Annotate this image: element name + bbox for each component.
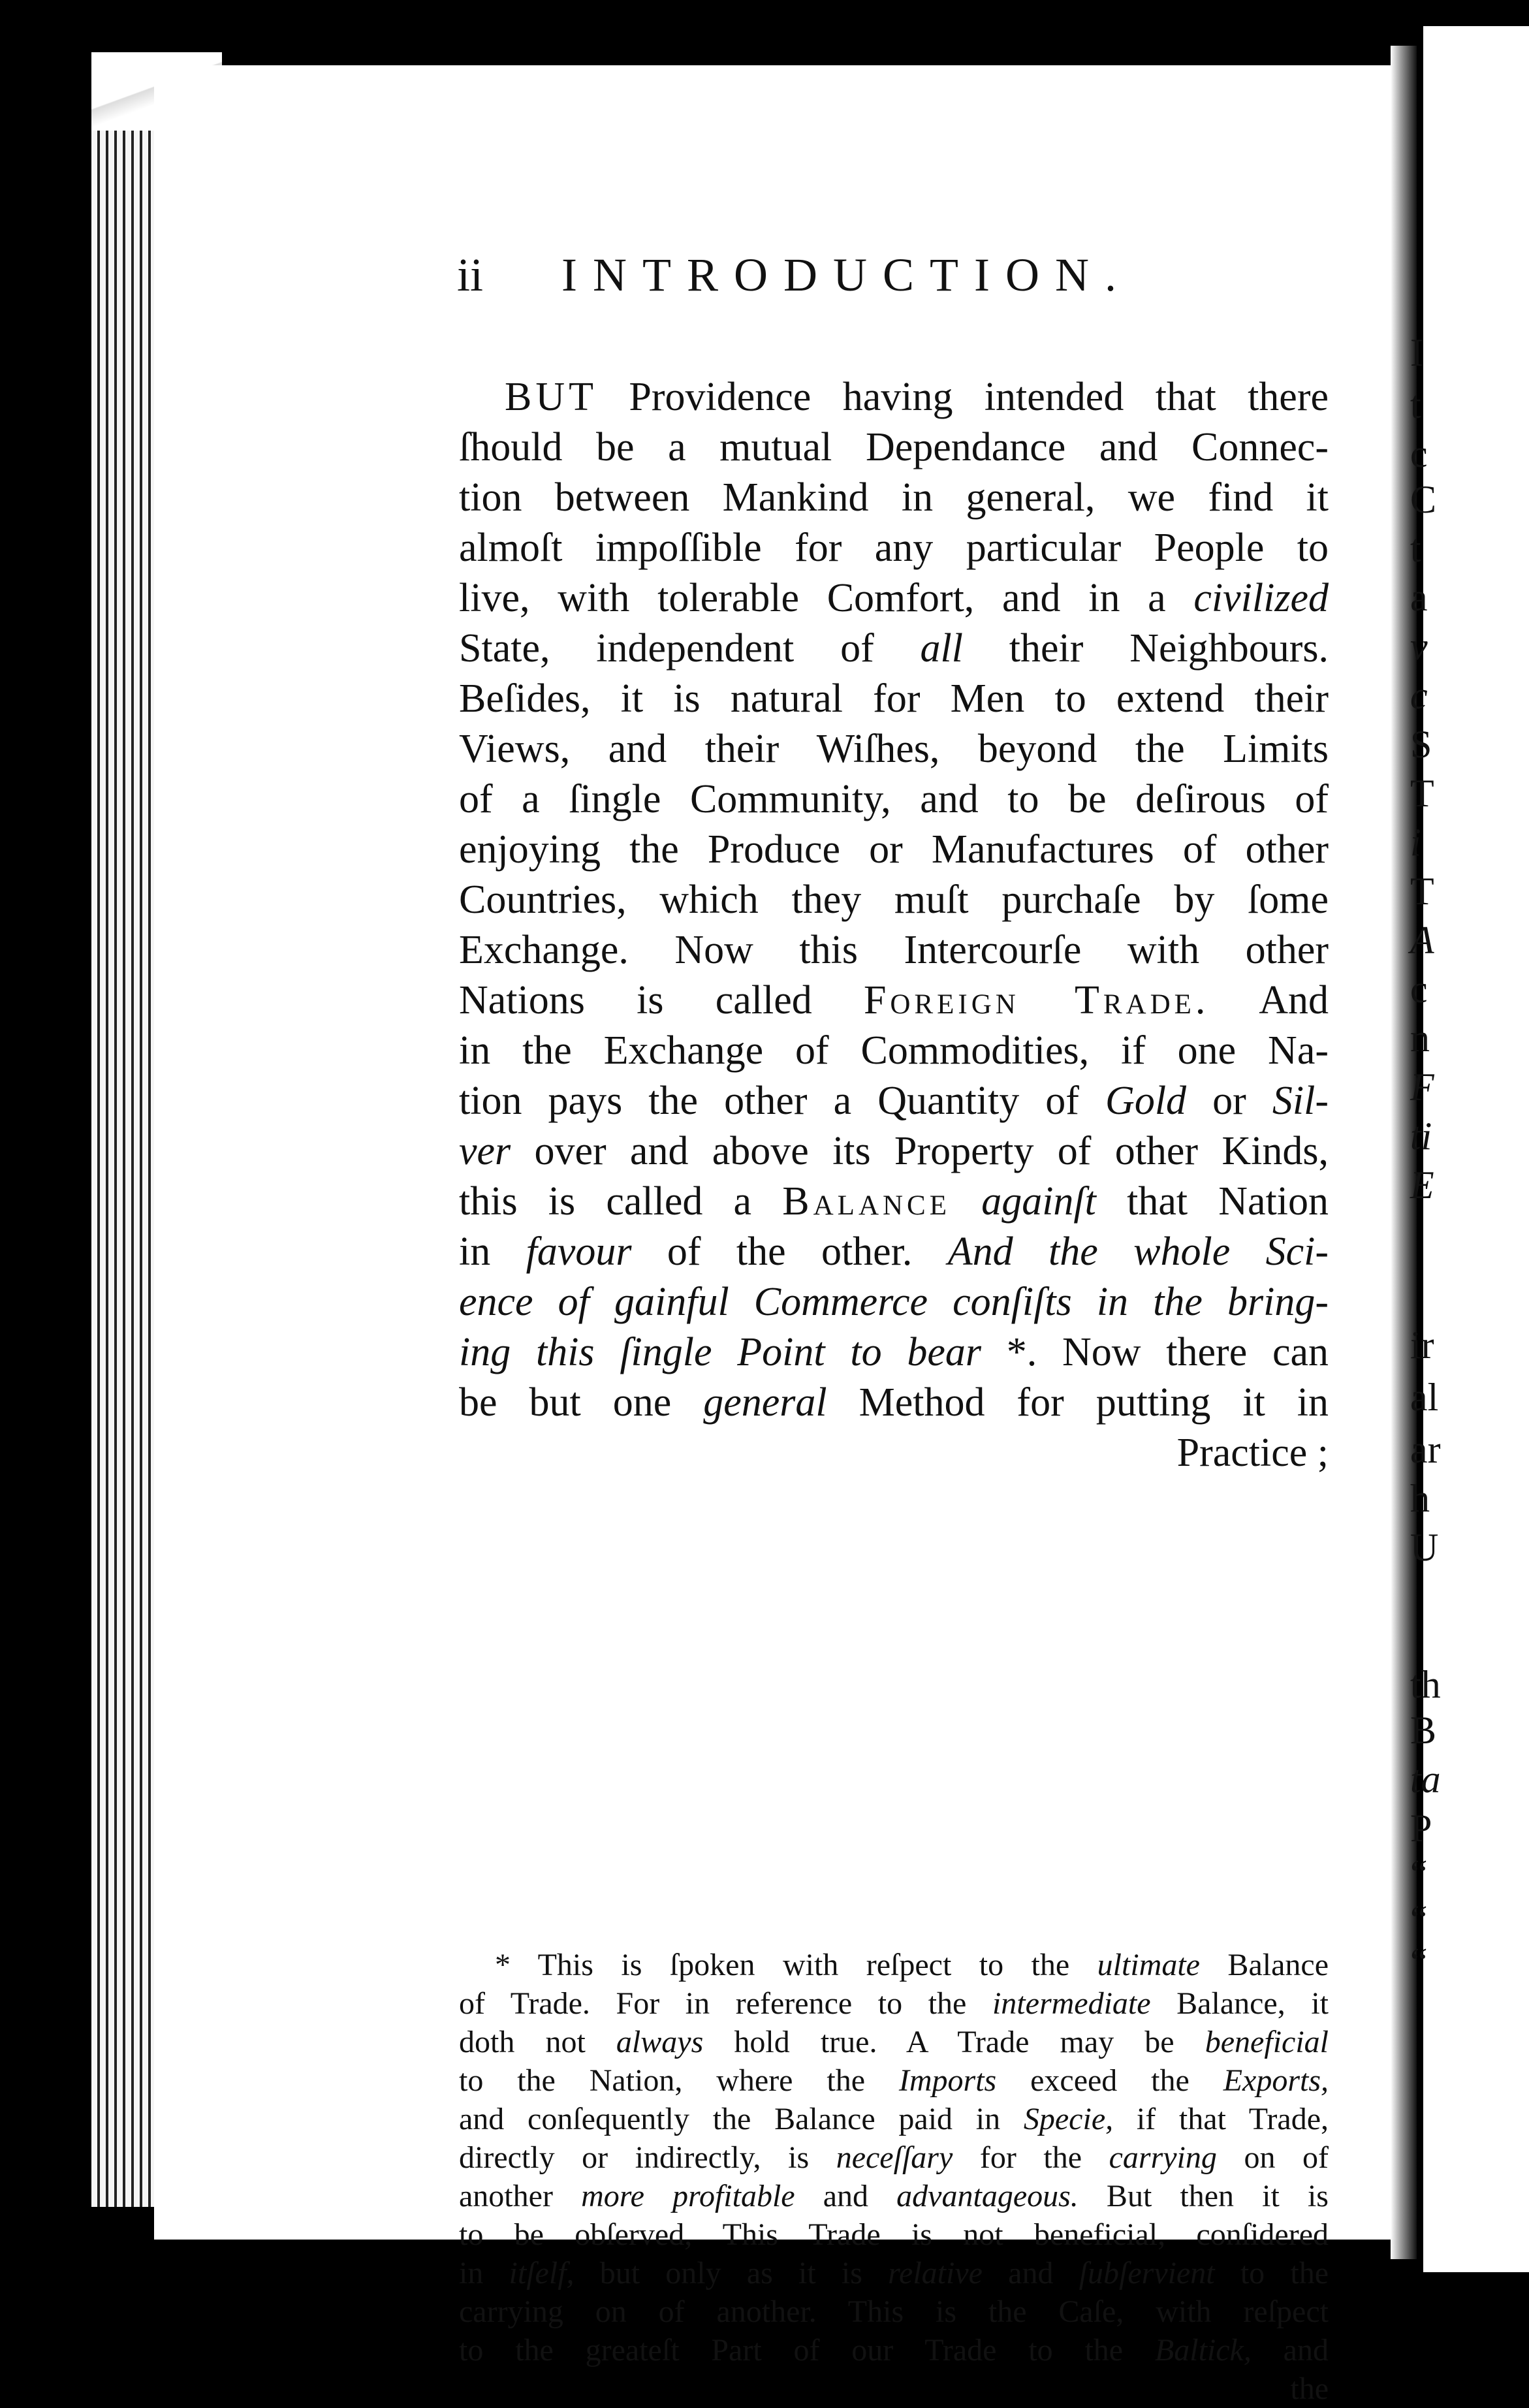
body-line: ver over and above its Property of other Kinds, xyxy=(459,1129,1329,1173)
facing-page-fragment: S xyxy=(1410,723,1432,766)
body-line: in the Exchange of Commodities, if one Na- xyxy=(459,1028,1329,1073)
body-line: enjoying the Produce or Manufactures of other xyxy=(459,827,1329,872)
body-line: BUT Providence having intended that there xyxy=(505,375,1329,419)
facing-page-fragment: c xyxy=(1410,674,1428,717)
facing-page-fragment: i xyxy=(1410,821,1421,864)
facing-page-fragment: B xyxy=(1410,1709,1437,1752)
footnote-line: in itſelf, but only as it is relative and ſubſervient to the xyxy=(459,2256,1329,2290)
facing-page-fragment: ir xyxy=(1410,1323,1434,1367)
facing-page-fragment: a xyxy=(1410,576,1428,619)
facing-page-fragment: I xyxy=(1410,331,1423,374)
facing-page-fragment: n xyxy=(1410,1017,1430,1060)
body-line: ing this ſingle Point to bear *. Now there can xyxy=(459,1330,1329,1374)
body-line: tion between Mankind in general, we find it xyxy=(459,475,1329,520)
facing-page-fragment: t xyxy=(1410,383,1421,426)
footnote-line: another more profitable and advantageous. But then it is xyxy=(459,2179,1329,2213)
body-line: in favour of the other. And the whole Sci- xyxy=(459,1229,1329,1274)
body-line: Countries, which they muſt purchaſe by ſome xyxy=(459,878,1329,922)
footnote-line: * This is ſpoken with reſpect to the ultimate Balance xyxy=(495,1948,1329,1982)
body-line: Views, and their Wiſhes, beyond the Limits xyxy=(459,727,1329,771)
facing-page-fragment: C xyxy=(1410,478,1437,521)
facing-page-fragment: T xyxy=(1410,870,1434,913)
facing-page-fragment: c xyxy=(1410,432,1428,475)
facing-page-fragment: A xyxy=(1410,919,1434,962)
footnote xyxy=(459,1946,1329,2408)
facing-page-fragment: P xyxy=(1410,1807,1432,1850)
facing-page-fragment: F xyxy=(1410,1066,1434,1109)
facing-page-fragment: T xyxy=(1410,772,1434,815)
footnote-line: to the Nation, where the Imports exceed the Exports, xyxy=(459,2063,1329,2098)
body-line: be but one general Method for putting it in xyxy=(459,1380,1329,1425)
body-line: live, with tolerable Comfort, and in a civilized xyxy=(459,576,1329,620)
body-line: Exchange. Now this Intercourſe with other xyxy=(459,928,1329,972)
footnote-line: directly or indirectly, is neceſſary for the carrying on of xyxy=(459,2140,1329,2175)
running-title: INTRODUCTION. xyxy=(561,249,1132,301)
body-line: Beſides, it is natural for Men to extend their xyxy=(459,676,1329,721)
body-line: this is called a Balance againſt that Nation xyxy=(459,1179,1329,1224)
body-text xyxy=(459,372,1329,1478)
facing-page-fragment: “ xyxy=(1410,1898,1428,1941)
facing-page-fragment: t xyxy=(1410,527,1421,570)
body-line: State, independent of all their Neighbours. xyxy=(459,626,1329,671)
body-line: Nations is called Foreign Trade. And xyxy=(459,978,1329,1022)
page-number: ii xyxy=(457,249,484,301)
facing-page-fragment: E xyxy=(1410,1164,1434,1207)
facing-page-fragment: ar xyxy=(1410,1428,1441,1471)
footnote-line: doth not always hold true. A Trade may be beneficial xyxy=(459,2025,1329,2059)
facing-page-fragment: th xyxy=(1410,1663,1441,1706)
body-line: of a ſingle Community, and to be deſirous of xyxy=(459,777,1329,821)
body-line: almoſt impoſſible for any particular People to xyxy=(459,526,1329,570)
footnote-line: and conſequently the Balance paid in Specie, if that Trade, xyxy=(459,2102,1329,2136)
facing-page-fragment: ti xyxy=(1410,1115,1432,1158)
facing-page-fragment: “ xyxy=(1410,1941,1428,1984)
body-line: Practice ; xyxy=(1176,1431,1329,1475)
facing-page-fragment: U xyxy=(1410,1526,1439,1569)
footnote-line: to the greateſt Part of our Trade to the Baltick, and xyxy=(459,2333,1329,2368)
facing-page-fragment: “ xyxy=(1410,1852,1428,1895)
footnote-line: carrying on of another. This is the Caſe, with reſpect xyxy=(459,2294,1329,2329)
facing-page xyxy=(1423,26,1529,2272)
facing-page-fragment: h xyxy=(1410,1477,1430,1520)
facing-page-fragment: ta xyxy=(1410,1758,1441,1801)
footnote-line: of Trade. For in reference to the intermediate Balance, it xyxy=(459,1986,1329,2021)
facing-page-fragment: c xyxy=(1410,968,1428,1011)
facing-page-fragment: v xyxy=(1410,625,1428,668)
footnote-line: to be obſerved, This Trade is not beneficial, conſidered xyxy=(459,2217,1329,2252)
body-line: ence of gainful Commerce conſiſts in the bring- xyxy=(459,1280,1329,1324)
facing-page-fragment: al xyxy=(1410,1376,1439,1419)
page-edges xyxy=(91,52,163,2207)
body-line: ſhould be a mutual Dependance and Connec- xyxy=(459,425,1329,469)
footnote-line: the xyxy=(1290,2371,1329,2406)
body-line: tion pays the other a Quantity of Gold or Sil- xyxy=(459,1079,1329,1123)
